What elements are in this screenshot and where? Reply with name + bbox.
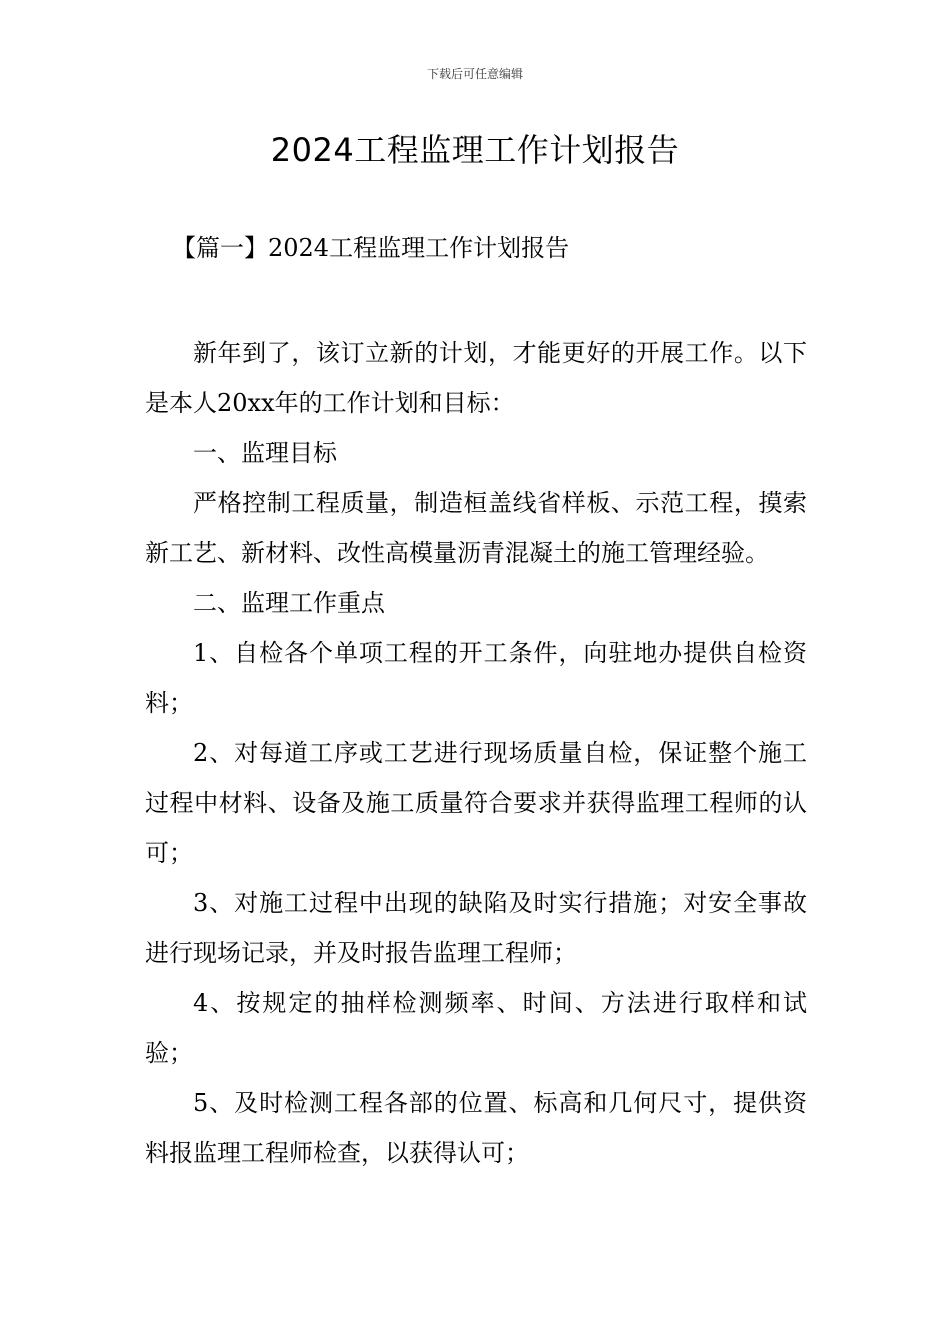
- list-item-5: 5、及时检测工程各部的位置、标高和几何尺寸，提供资料报监理工程师检查，以获得认可；: [145, 1089, 807, 1167]
- list-item-4: 4、按规定的抽样检测频率、时间、方法进行取样和试验；: [145, 989, 807, 1067]
- paragraph-intro: 新年到了，该订立新的计划，才能更好的开展工作。以下是本人20xx年的工作计划和目标：: [145, 339, 807, 417]
- document-title: 2024工程监理工作计划报告: [270, 131, 680, 169]
- list-item-1: 1、自检各个单项工程的开工条件，向驻地办提供自检资料；: [145, 639, 807, 717]
- heading-supervision-goals: 一、监理目标: [193, 439, 337, 467]
- list-item-3: 3、对施工过程中出现的缺陷及时实行措施；对安全事故进行现场记录，并及时报告监理工程师；: [145, 889, 807, 967]
- section-title: 【篇一】2024工程监理工作计划报告: [172, 234, 570, 262]
- list-item-2: 2、对每道工序或工艺进行现场质量自检，保证整个施工过程中材料、设备及施工质量符合要求并获得监理工程师的认可；: [145, 739, 807, 867]
- paragraph-goals: 严格控制工程质量，制造桓盖线省样板、示范工程，摸索新工艺、新材料、改性高模量沥青混凝土的施工管理经验。: [145, 489, 807, 567]
- document-body: [145, 328, 807, 1178]
- heading-work-focus: 二、监理工作重点: [193, 589, 385, 617]
- header-note: 下载后可任意编辑: [426, 67, 523, 81]
